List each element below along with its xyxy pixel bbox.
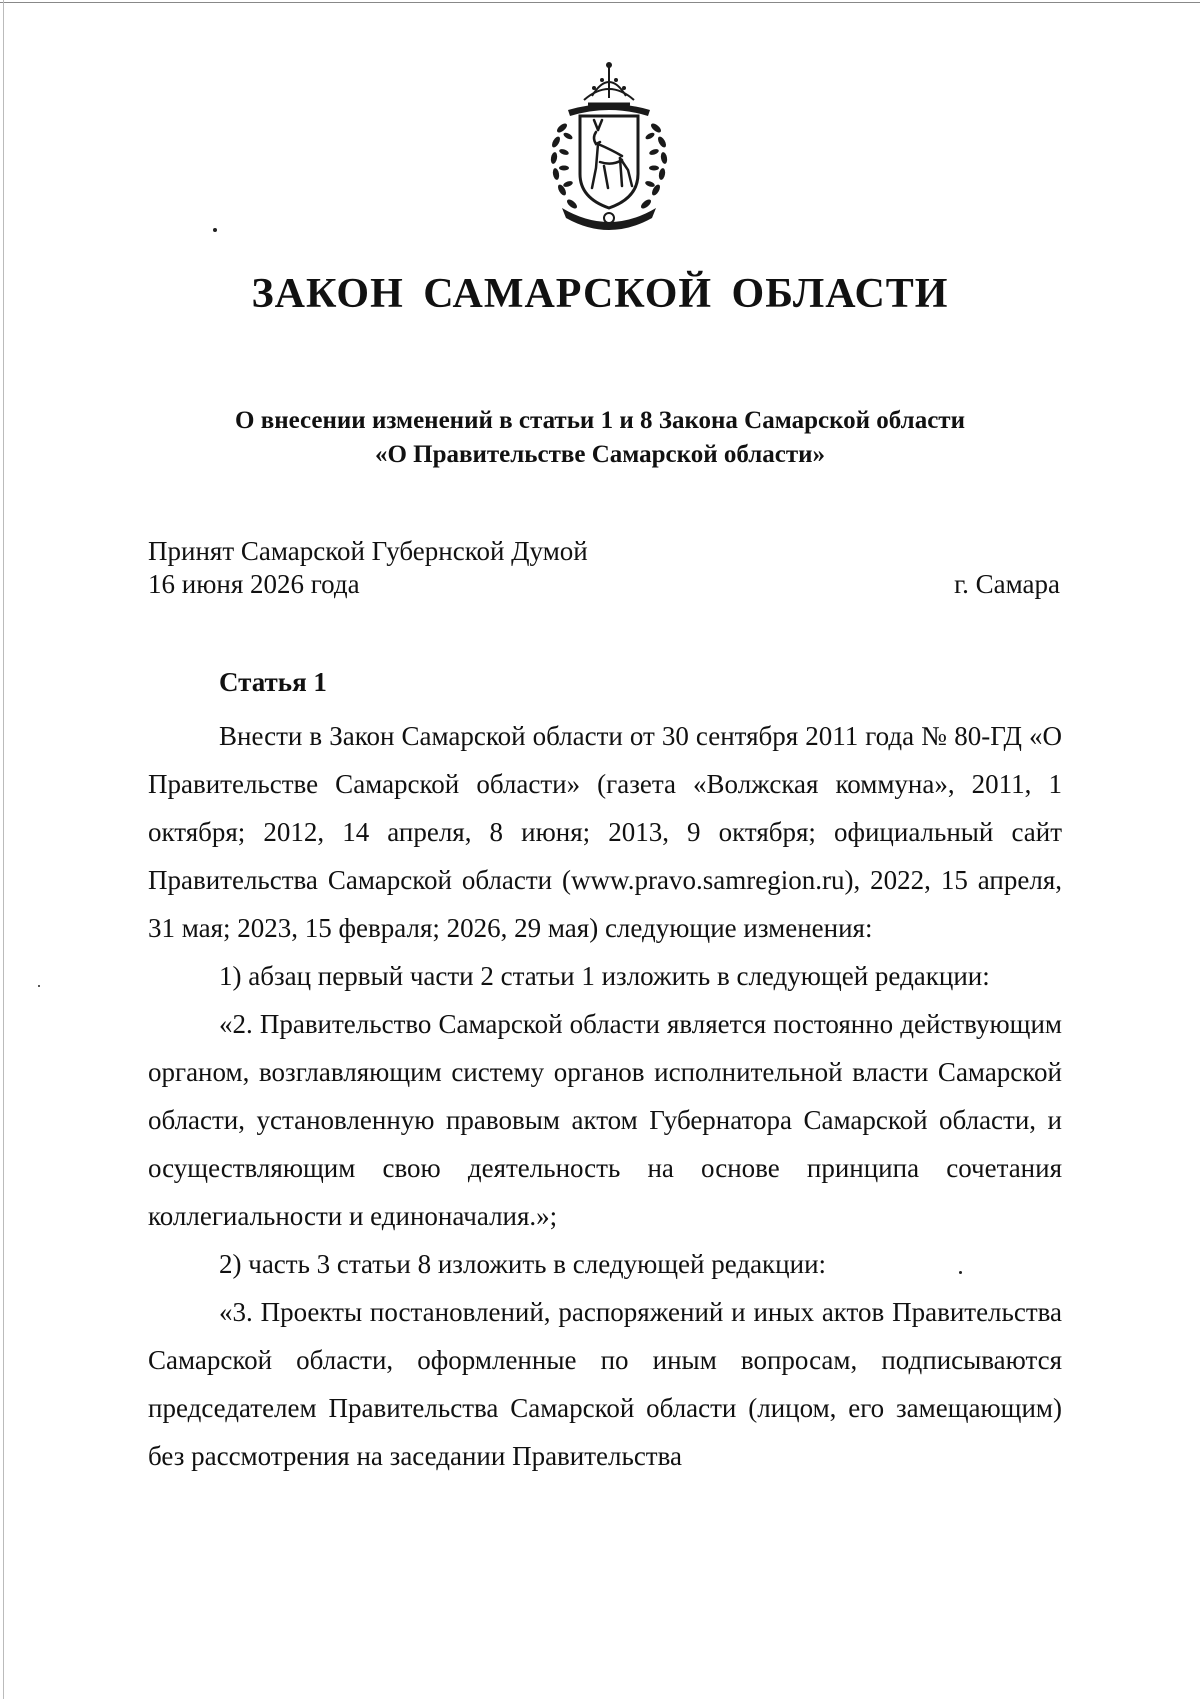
city-name: г. Самара [954,569,1060,599]
paragraph-item-1: 1) абзац первый части 2 статьи 1 изложить в следующей редакции: [219,961,990,991]
paragraph-item-2: 2) часть 3 статьи 8 изложить в следующей редакции: [219,1249,827,1279]
scan-speck [213,228,217,232]
samara-coat-of-arms-icon [532,58,686,238]
subtitle-line-2: «О Правительстве Самарской области» [374,441,826,468]
article-title: Статья 1 [219,667,327,697]
document-subtitle [120,404,1080,472]
article-body [148,712,1062,1480]
scan-speck [959,1271,962,1274]
adoption-info [148,535,588,601]
paragraph-quote-3: «3. Проекты постановлений, распоряжений и иных актов Правительства Самарской области, оформленные по иным вопросам, подписываются председателем Правительства Самарской области (лицом, его замещающим) без рассмотрения на заседании Правительства [148,1297,1062,1471]
scan-border-top [0,2,1200,3]
subtitle-line-1: О внесении изменений в статьи 1 и 8 Закона Самарской области [235,407,965,434]
paragraph-intro: Внести в Закон Самарской области от 30 сентября 2011 года № 80-ГД «О Правительстве Самарской области» (газета «Волжская коммуна», 2011, 1 октября; 2012, 14 апреля, 8 июня; 2013, 9 октября; официальный сайт Правительства Самарской области (www.pravo.samregion.ru), 2022, 15 апреля, 31 мая; 2023, 15 февраля; 2026, 29 мая) следующие изменения: [148,721,1062,943]
document-title: ЗАКОН САМАРСКОЙ ОБЛАСТИ [251,271,949,317]
adopted-by: Принят Самарской Губернской Думой [148,536,588,566]
scan-border-left [3,0,4,1699]
scan-speck [38,985,40,987]
adoption-date: 16 июня 2026 года [148,569,360,599]
paragraph-quote-2: «2. Правительство Самарской области является постоянно действующим органом, возглавляющим систему органов исполнительной власти Самарской области, установленную правовым актом Губернатора Самарской области, и осуществляющим свою деятельность на основе принципа сочетания коллегиальности и единоначалия.»; [148,1009,1062,1231]
